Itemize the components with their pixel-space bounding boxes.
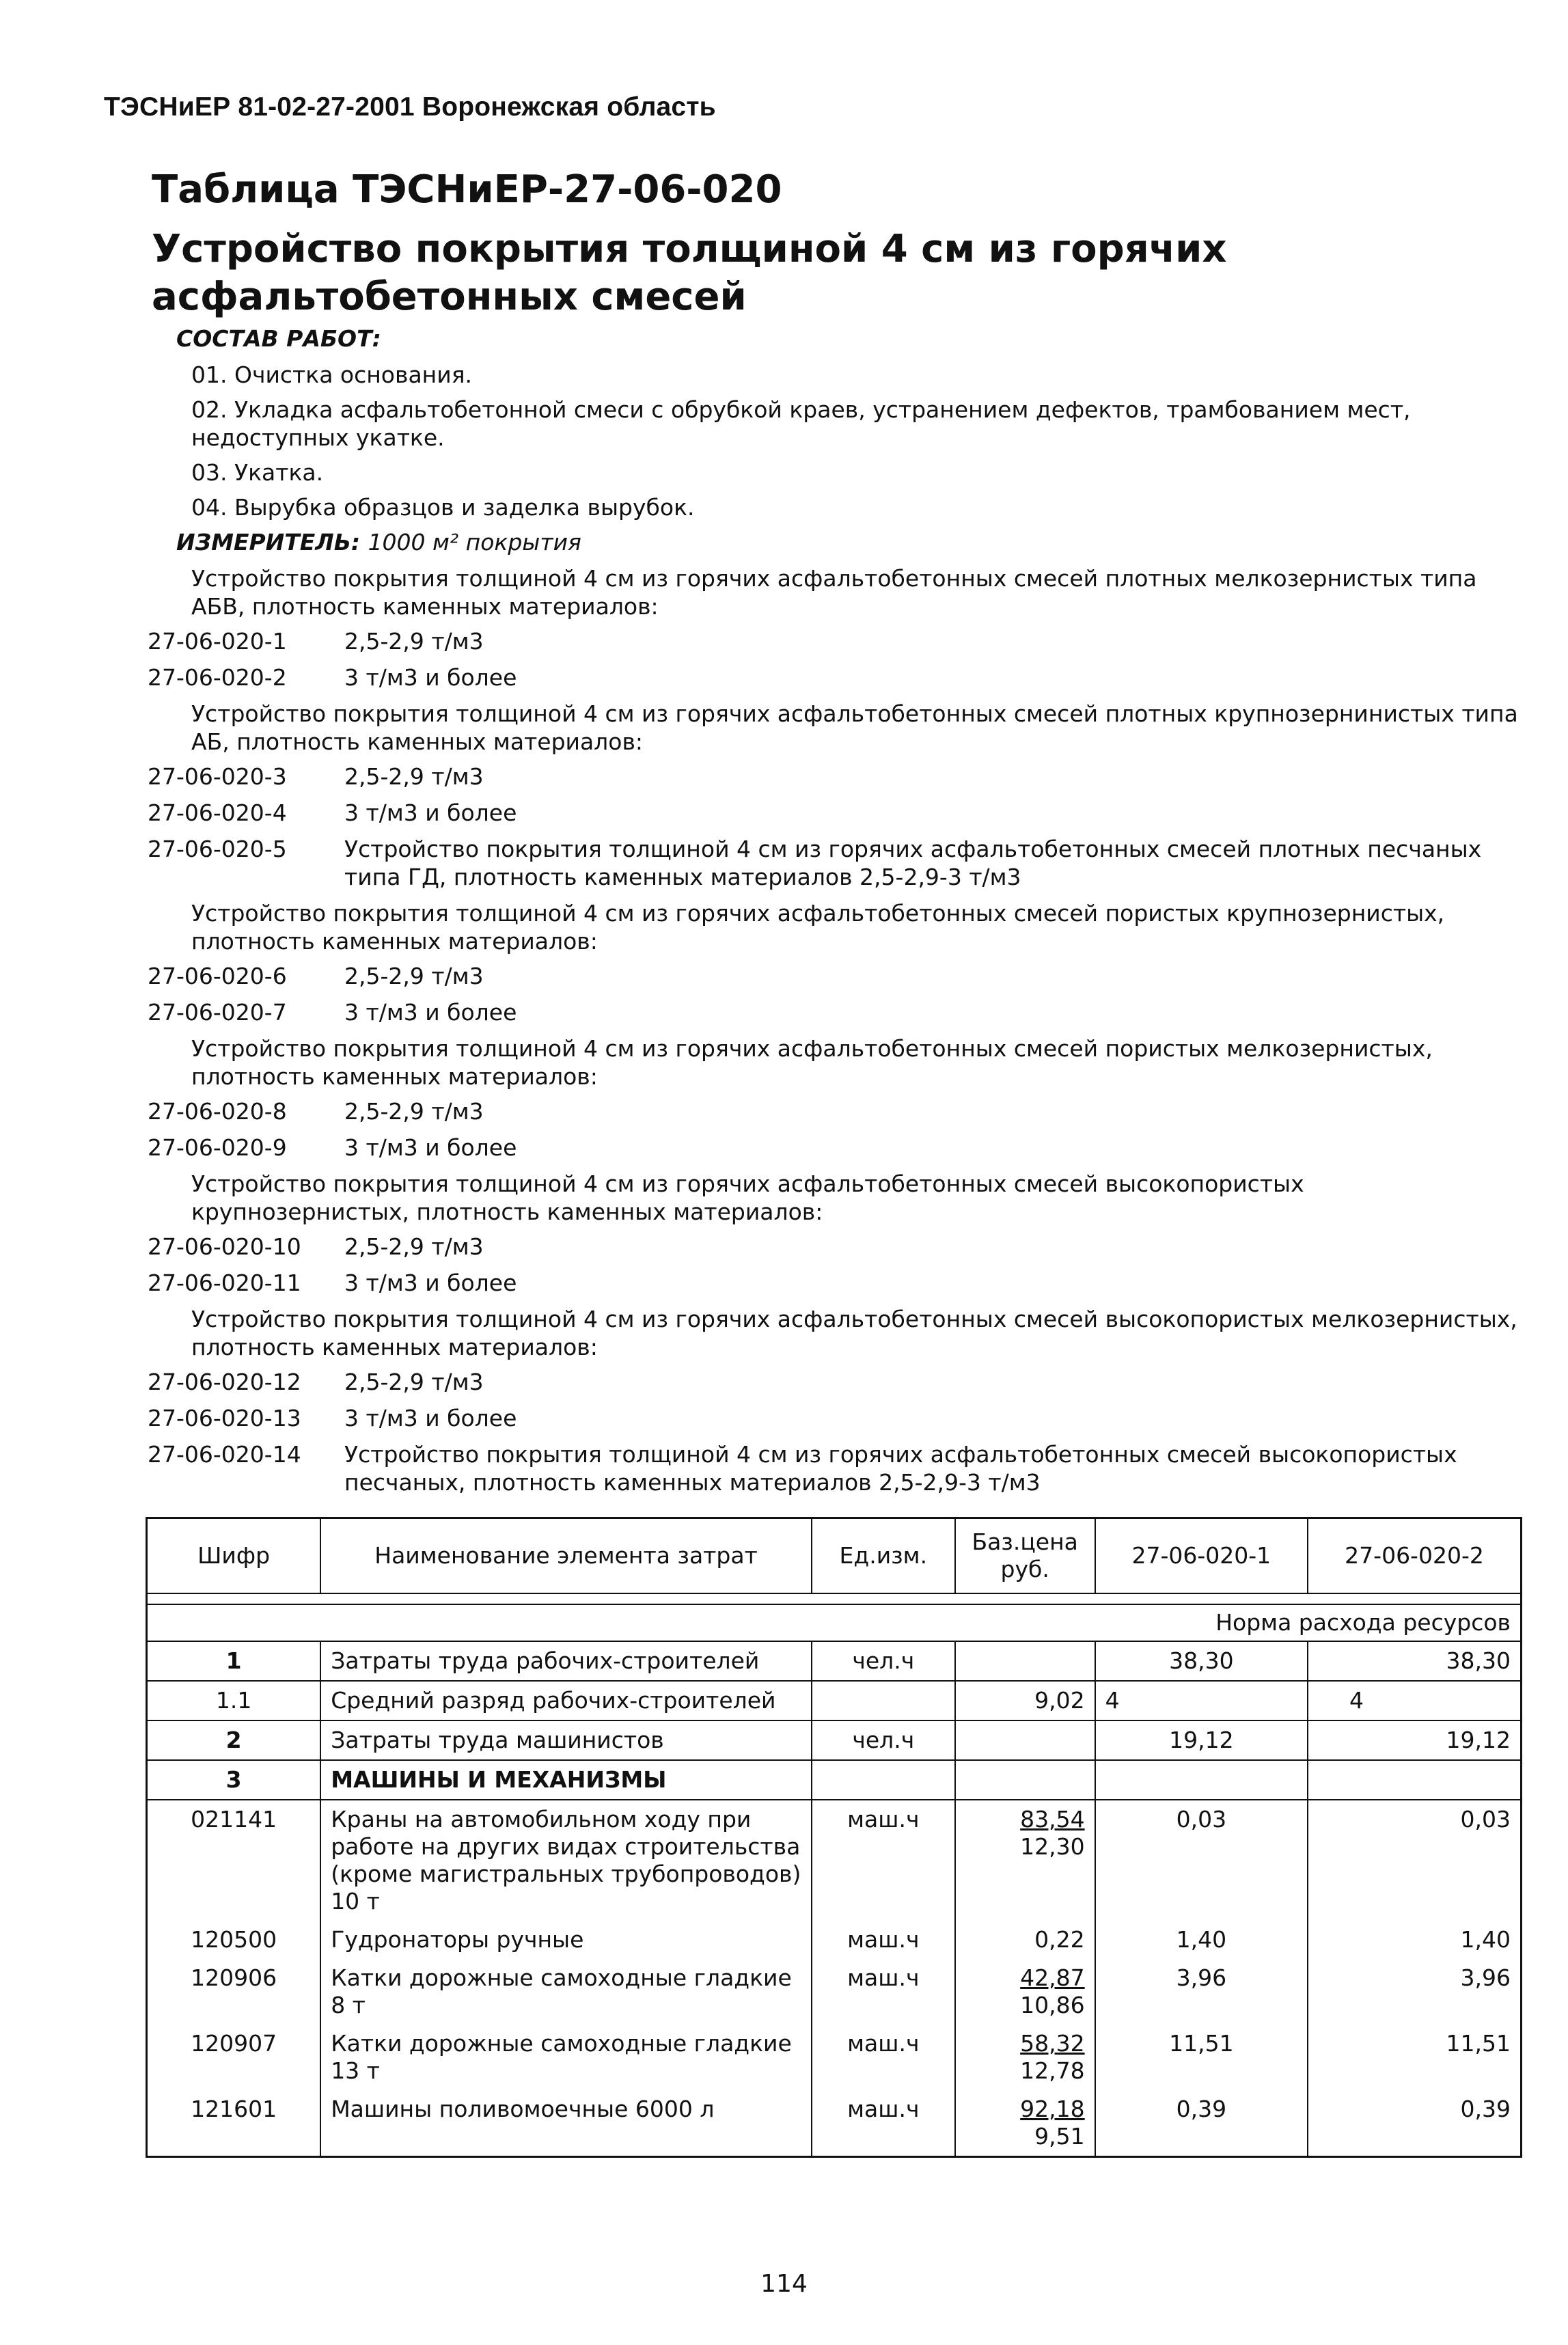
variant-text: 2,5-2,9 т/м3 xyxy=(344,963,484,989)
row-unit xyxy=(812,1681,955,1720)
row-unit: маш.ч xyxy=(812,1959,955,2025)
row-value-1: 3,96 xyxy=(1095,1959,1308,2025)
row-price-base: 83,54 xyxy=(1020,1806,1085,1833)
variant-row xyxy=(148,1440,1525,1496)
row-value-2: 1,40 xyxy=(1308,1921,1521,1959)
row-price xyxy=(955,2090,1095,2157)
row-value-2: 0,03 xyxy=(1308,1800,1521,1921)
spacer-row xyxy=(147,1593,1522,1604)
variant-text: 3 т/м3 и более xyxy=(344,999,517,1026)
row-price: 9,02 xyxy=(955,1681,1095,1720)
variant-group-desc: Устройство покрытия толщиной 4 см из горячих асфальтобетонных смесей высокопористых крупнозернистых, плотность каменных материалов: xyxy=(191,1170,1304,1225)
row-name: Средний разряд рабочих-строителей xyxy=(320,1681,812,1720)
header-price: Баз.цена руб. xyxy=(955,1518,1095,1594)
variant-text: 3 т/м3 и более xyxy=(344,1405,517,1431)
variant-row xyxy=(148,1233,1525,1261)
table-row xyxy=(147,1800,1522,1921)
row-name: Машины поливомоечные 6000 л xyxy=(320,2090,812,2157)
norm-label-row xyxy=(147,1604,1522,1641)
row-code: 121601 xyxy=(147,2090,321,2157)
variant-group-desc: Устройство покрытия толщиной 4 см из горячих асфальтобетонных смесей плотных мелкозернистых типа АБВ, плотность каменных материалов: xyxy=(191,565,1477,620)
work-item: 04. Вырубка образцов и заделка вырубок. xyxy=(191,494,695,521)
variant-code: 27-06-020-14 xyxy=(148,1441,301,1468)
meter-line xyxy=(176,528,1525,556)
row-value-1 xyxy=(1095,1760,1308,1800)
variant-row xyxy=(148,835,1525,891)
section-content xyxy=(148,325,1525,1505)
row-code: 120500 xyxy=(147,1921,321,1959)
header-col1: 27-06-020-1 xyxy=(1095,1518,1308,1594)
row-unit xyxy=(812,1760,955,1800)
variant-text: 2,5-2,9 т/м3 xyxy=(344,1233,484,1260)
variant-code: 27-06-020-4 xyxy=(148,799,287,826)
row-name: Гудронаторы ручные xyxy=(320,1921,812,1959)
variant-code: 27-06-020-13 xyxy=(148,1405,301,1431)
row-value-1: 1,40 xyxy=(1095,1921,1308,1959)
variant-text: 2,5-2,9 т/м3 xyxy=(344,763,484,790)
row-value-1: 19,12 xyxy=(1095,1720,1308,1760)
row-name: Затраты труда машинистов xyxy=(320,1720,812,1760)
row-value-1: 11,51 xyxy=(1095,2025,1308,2090)
row-unit: маш.ч xyxy=(812,1800,955,1921)
row-unit: чел.ч xyxy=(812,1720,955,1760)
header-unit: Ед.изм. xyxy=(812,1518,955,1594)
variant-group-desc: Устройство покрытия толщиной 4 см из горячих асфальтобетонных смесей плотных крупнозернинистых типа АБ, плотность каменных материалов: xyxy=(191,700,1518,755)
row-code: 2 xyxy=(147,1720,321,1760)
variant-text: 3 т/м3 и более xyxy=(344,664,517,691)
variant-text: 3 т/м3 и более xyxy=(344,799,517,826)
variant-row xyxy=(148,1368,1525,1396)
variant-text: 2,5-2,9 т/м3 xyxy=(344,1369,484,1395)
row-price xyxy=(955,1760,1095,1800)
row-price-base: 42,87 xyxy=(1020,1964,1085,1991)
row-name: Катки дорожные самоходные гладкие 13 т xyxy=(320,2025,812,2090)
table-row xyxy=(147,1921,1522,1959)
row-price-base: 58,32 xyxy=(1020,2030,1085,2057)
row-value-2: 11,51 xyxy=(1308,2025,1521,2090)
variant-code: 27-06-020-3 xyxy=(148,763,287,790)
row-code: 021141 xyxy=(147,1800,321,1921)
variant-group-desc: Устройство покрытия толщиной 4 см из горячих асфальтобетонных смесей пористых крупнозернистых, плотность каменных материалов: xyxy=(191,900,1445,955)
row-price xyxy=(955,1959,1095,2025)
header-name: Наименование элемента затрат xyxy=(320,1518,812,1594)
variant-group-desc: Устройство покрытия толщиной 4 см из горячих асфальтобетонных смесей пористых мелкозернистых, плотность каменных материалов: xyxy=(191,1035,1433,1090)
table-row xyxy=(147,2025,1522,2090)
work-item: 03. Укатка. xyxy=(191,459,324,486)
table-row xyxy=(147,1641,1522,1681)
variant-row xyxy=(148,763,1525,791)
norm-label: Норма расхода ресурсов xyxy=(147,1604,1522,1641)
row-price xyxy=(955,1800,1095,1921)
row-value-2: 19,12 xyxy=(1308,1720,1521,1760)
variant-row xyxy=(148,962,1525,990)
variant-row xyxy=(148,1404,1525,1432)
row-price-base: 92,18 xyxy=(1020,2096,1085,2122)
row-unit: маш.ч xyxy=(812,1921,955,1959)
row-name: Катки дорожные самоходные гладкие 8 т xyxy=(320,1959,812,2025)
table-header-row xyxy=(147,1518,1522,1594)
header-col2: 27-06-020-2 xyxy=(1308,1518,1521,1594)
variant-row xyxy=(148,627,1525,655)
variant-row xyxy=(148,663,1525,691)
table-row xyxy=(147,1720,1522,1760)
row-unit: маш.ч xyxy=(812,2090,955,2157)
variant-text: 2,5-2,9 т/м3 xyxy=(344,628,484,655)
row-code: 120906 xyxy=(147,1959,321,2025)
row-unit: чел.ч xyxy=(812,1641,955,1681)
variant-code: 27-06-020-9 xyxy=(148,1134,287,1161)
row-value-2: 3,96 xyxy=(1308,1959,1521,2025)
variant-row xyxy=(148,1134,1525,1162)
row-value-2 xyxy=(1308,1760,1521,1800)
variant-code: 27-06-020-10 xyxy=(148,1233,301,1260)
variant-code: 27-06-020-11 xyxy=(148,1270,301,1296)
row-value-1: 0,39 xyxy=(1095,2090,1308,2157)
variant-code: 27-06-020-2 xyxy=(148,664,287,691)
variant-group-desc: Устройство покрытия толщиной 4 см из горячих асфальтобетонных смесей высокопористых мелкозернистых, плотность каменных материалов: xyxy=(191,1306,1517,1360)
variant-code: 27-06-020-5 xyxy=(148,836,287,862)
page-number: 114 xyxy=(760,2270,808,2298)
composition-label: СОСТАВ РАБОТ: xyxy=(176,325,381,352)
row-price xyxy=(955,1720,1095,1760)
row-price xyxy=(955,1641,1095,1681)
row-code: 1 xyxy=(147,1641,321,1681)
table-subtitle: Устройство покрытия толщиной 4 см из горячих асфальтобетонных смесей xyxy=(152,227,1227,319)
row-value-1: 4 xyxy=(1095,1681,1308,1720)
row-name: Затраты труда рабочих-строителей xyxy=(320,1641,812,1681)
row-value-2: 4 xyxy=(1308,1681,1521,1720)
table-row xyxy=(147,1959,1522,2025)
variant-text: Устройство покрытия толщиной 4 см из горячих асфальтобетонных смесей плотных песчаных типа ГД, плотность каменных материалов 2,5-2,9-3 т/м3 xyxy=(344,836,1482,890)
variant-code: 27-06-020-6 xyxy=(148,963,287,989)
row-price-wage: 10,86 xyxy=(1020,1992,1085,2018)
row-price-wage: 12,30 xyxy=(1020,1833,1085,1860)
variant-text: 3 т/м3 и более xyxy=(344,1270,517,1296)
variant-text: Устройство покрытия толщиной 4 см из горячих асфальтобетонных смесей высокопористых песчаных, плотность каменных материалов 2,5-2,9-3 т/м3 xyxy=(344,1441,1457,1496)
variant-row xyxy=(148,998,1525,1026)
meter-value: 1000 м² покрытия xyxy=(368,529,581,556)
table-row-section xyxy=(147,1760,1522,1800)
row-price xyxy=(955,2025,1095,2090)
running-header: ТЭСНиЕР 81-02-27-2001 Воронежская область xyxy=(104,92,716,122)
row-price-wage: 9,51 xyxy=(1034,2123,1085,2150)
variant-row xyxy=(148,799,1525,827)
row-name: МАШИНЫ И МЕХАНИЗМЫ xyxy=(320,1760,812,1800)
row-unit: маш.ч xyxy=(812,2025,955,2090)
header-code: Шифр xyxy=(147,1518,321,1594)
row-code: 120907 xyxy=(147,2025,321,2090)
row-value-1: 0,03 xyxy=(1095,1800,1308,1921)
row-price: 0,22 xyxy=(955,1921,1095,1959)
variant-text: 3 т/м3 и более xyxy=(344,1134,517,1161)
variant-text: 2,5-2,9 т/м3 xyxy=(344,1098,484,1125)
table-row xyxy=(147,1681,1522,1720)
work-item: 01. Очистка основания. xyxy=(191,361,473,388)
row-code: 3 xyxy=(147,1760,321,1800)
resource-norms-table xyxy=(146,1517,1522,2158)
meter-label: ИЗМЕРИТЕЛЬ: xyxy=(176,529,361,556)
row-name: Краны на автомобильном ходу при работе на других видах строительства (кроме магистральных трубопроводов) 10 т xyxy=(320,1800,812,1921)
table-row xyxy=(147,2090,1522,2157)
variant-code: 27-06-020-12 xyxy=(148,1369,301,1395)
table-title: Таблица ТЭСНиЕР-27-06-020 xyxy=(152,167,782,212)
row-value-2: 38,30 xyxy=(1308,1641,1521,1681)
row-value-2: 0,39 xyxy=(1308,2090,1521,2157)
row-code: 1.1 xyxy=(147,1681,321,1720)
variant-code: 27-06-020-7 xyxy=(148,999,287,1026)
row-value-1: 38,30 xyxy=(1095,1641,1308,1681)
row-price-wage: 12,78 xyxy=(1020,2057,1085,2084)
variant-row xyxy=(148,1097,1525,1125)
work-item: 02. Укладка асфальтобетонной смеси с обрубкой краев, устранением дефектов, трамбованием мест, недоступных укатке. xyxy=(191,396,1411,451)
variant-row xyxy=(148,1269,1525,1297)
variant-code: 27-06-020-1 xyxy=(148,628,287,655)
variant-code: 27-06-020-8 xyxy=(148,1098,287,1125)
